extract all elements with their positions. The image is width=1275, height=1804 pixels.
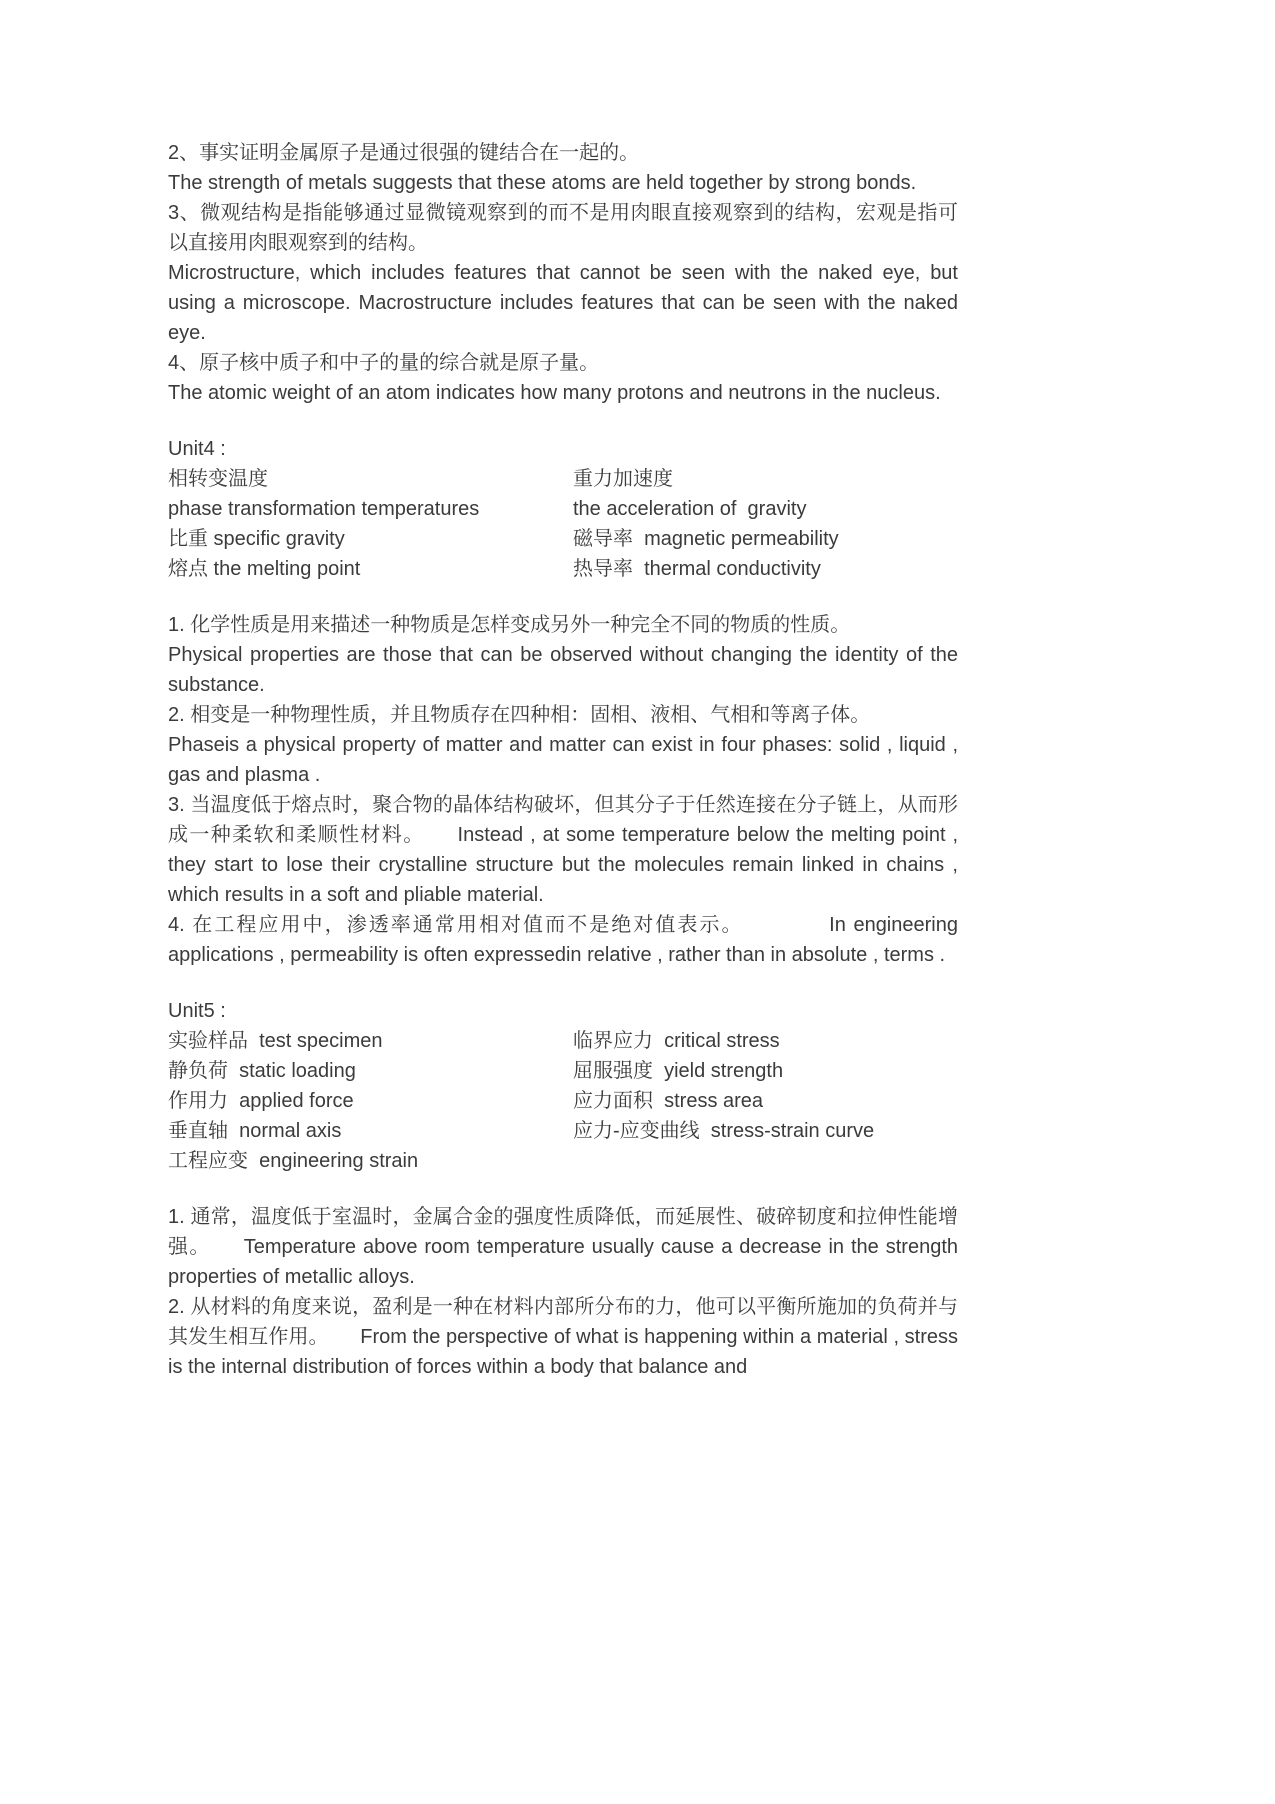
unit5-items (168, 1202, 958, 1382)
unit4-heading: Unit4 : (168, 438, 226, 460)
vocab-entry: 磁导率 magnetic permeability (573, 528, 839, 550)
item-cn: 2. 从材料的角度来说，盈利是一种在材料内部所分布的力，他可以平衡所施加的负荷并与其发生相互作用。 (168, 1296, 958, 1348)
intro-p4-cn: 4、原子核中质子和中子的量的综合就是原子量。 (168, 352, 600, 374)
unit4-item-3 (168, 790, 958, 910)
vocab-entry: 应力面积 stress area (573, 1090, 764, 1112)
unit4-item-4 (168, 910, 958, 970)
vocab-entry: 作用力 applied force (168, 1090, 354, 1112)
vocab-entry: 实验样品 test specimen (168, 1030, 383, 1052)
item-cn: 1. 化学性质是用来描述一种物质是怎样变成另外一种完全不同的物质的性质。 (168, 614, 851, 636)
unit5-item-2 (168, 1292, 958, 1382)
vocab-entry: 工程应变 engineering strain (168, 1150, 419, 1172)
item-en: Physical properties are those that can be observed without changing the identity of the substance. (168, 644, 958, 696)
unit5-heading: Unit5 : (168, 1000, 226, 1022)
vocab-entry: 热导率 thermal conductivity (573, 558, 821, 580)
item-en: From the perspective of what is happening within a material , stress is the internal distribution of forces within a body that balance and (168, 1326, 958, 1378)
unit4-vocab-column-left (168, 464, 573, 584)
item-en: In engineering applications , permeability is often expressedin relative , rather than in absolute , terms . (168, 914, 958, 966)
intro-p2-en: The strength of metals suggests that these atoms are held together by strong bonds. (168, 172, 917, 194)
intro-p2-cn: 2、事实证明金属原子是通过很强的键结合在一起的。 (168, 142, 640, 164)
unit5-vocab-table (168, 1026, 958, 1176)
vocab-entry: 熔点 the melting point (168, 558, 361, 580)
vocab-entry: 临界应力 critical stress (573, 1030, 780, 1052)
unit4-items (168, 610, 958, 970)
vocab-entry: 垂直轴 normal axis (168, 1120, 342, 1142)
unit4-item-1 (168, 610, 958, 700)
vocab-entry: 比重 specific gravity (168, 528, 345, 550)
vocab-entry: 静负荷 static loading (168, 1060, 356, 1082)
unit4-item-2 (168, 700, 958, 790)
unit5-item-1 (168, 1202, 958, 1292)
vocab-entry: the acceleration of gravity (573, 498, 807, 520)
intro-p3-cn: 3、微观结构是指能够通过显微镜观察到的而不是用肉眼直接观察到的结构，宏观是指可以直接用肉眼观察到的结构。 (168, 202, 958, 254)
item-cn: 4. 在工程应用中，渗透率通常用相对值而不是绝对值表示。 (168, 914, 744, 936)
intro-p4-en: The atomic weight of an atom indicates how many protons and neutrons in the nucleus. (168, 382, 941, 404)
item-cn: 3. 当温度低于熔点时，聚合物的晶体结构破坏，但其分子于任然连接在分子链上，从而形成一种柔软和柔顺性材料。 (168, 794, 958, 846)
item-cn: 1. 通常，温度低于室温时，金属合金的强度性质降低，而延展性、破碎韧度和拉伸性能增强。 (168, 1206, 958, 1258)
item-en: Temperature above room temperature usually cause a decrease in the strength properties of metallic alloys. (168, 1236, 959, 1288)
unit5-vocab-column-left (168, 1026, 573, 1176)
unit5-vocab-column-right (573, 1026, 958, 1176)
item-cn: 2. 相变是一种物理性质，并且物质存在四种相：固相、液相、气相和等离子体。 (168, 704, 871, 726)
item-en: Instead , at some temperature below the melting point , they start to lose their crystalline structure but the molecules remain linked in chains , which results in a soft and pliable material. (168, 824, 959, 906)
vocab-entry: 应力-应变曲线 stress-strain curve (573, 1120, 875, 1142)
unit4-vocab-table (168, 464, 958, 584)
unit4-vocab-column-right (573, 464, 958, 584)
vocab-entry: 屈服强度 yield strength (573, 1060, 784, 1082)
vocab-entry: 相转变温度 (168, 468, 268, 490)
item-en: Phaseis a physical property of matter and matter can exist in four phases: solid , liquid , gas and plasma . (168, 734, 958, 786)
vocab-entry: 重力加速度 (573, 468, 673, 490)
intro-p3-en: Microstructure, which includes features that cannot be seen with the naked eye, but using a microscope. Macrostructure includes features that can be seen with the naked eye. (168, 262, 958, 344)
vocab-entry: phase transformation temperatures (168, 498, 480, 520)
